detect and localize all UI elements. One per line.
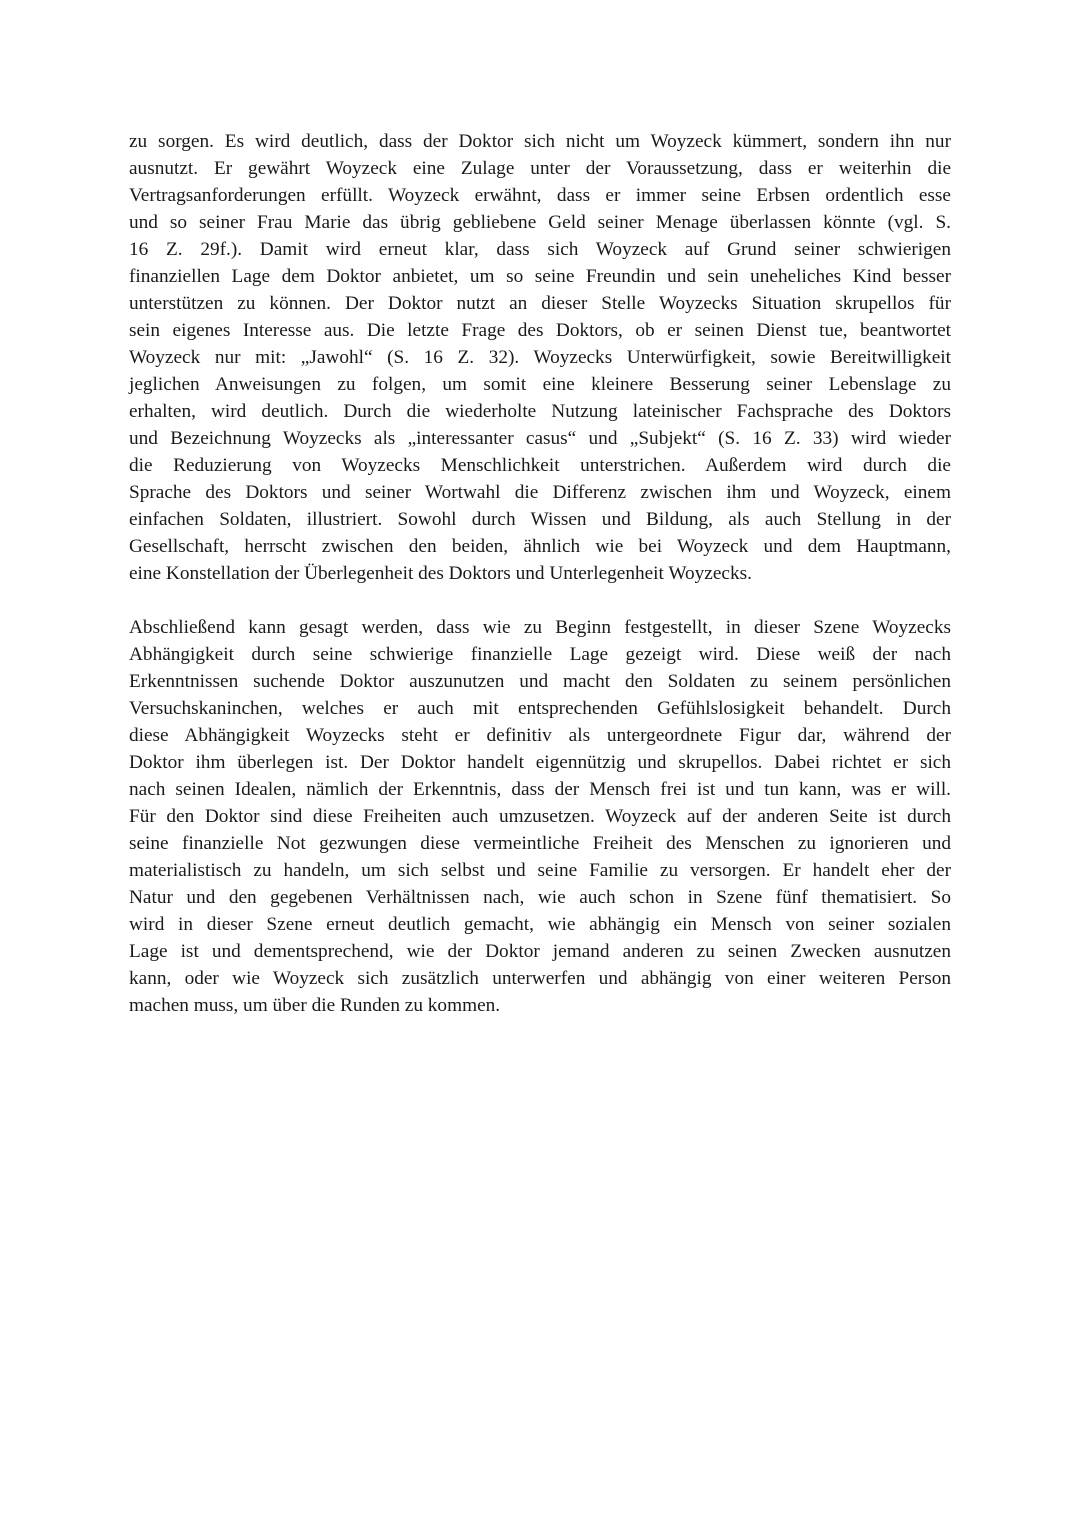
paragraph-line: eine Konstellation der Überlegenheit des Doktors und Unterlegenheit Woyzecks. bbox=[129, 563, 752, 584]
paragraph-line: diese Abhängigkeit Woyzecks steht er definitiv als untergeordnete Figur dar, während der bbox=[129, 725, 951, 746]
paragraph-line: unterstützen zu können. Der Doktor nutzt an dieser Stelle Woyzecks Situation skrupellos für bbox=[129, 293, 951, 314]
paragraph-line: Erkenntnissen suchende Doktor auszunutzen und macht den Soldaten zu seinem persönlichen bbox=[129, 671, 951, 692]
paragraph-line: seine finanzielle Not gezwungen diese vermeintliche Freiheit des Menschen zu ignorieren und bbox=[129, 833, 951, 854]
paragraph-line: ausnutzt. Er gewährt Woyzeck eine Zulage unter der Voraussetzung, dass er weiterhin die bbox=[129, 158, 951, 179]
paragraph-line: Versuchskaninchen, welches er auch mit entsprechenden Gefühlslosigkeit behandelt. Durch bbox=[129, 698, 951, 719]
paragraph-line: 16 Z. 29f.). Damit wird erneut klar, dass sich Woyzeck auf Grund seiner schwierigen bbox=[129, 239, 951, 260]
paragraph-line: Doktor ihm überlegen ist. Der Doktor handelt eigennützig und skrupellos. Dabei richtet er sich bbox=[129, 752, 951, 773]
paragraph-line: kann, oder wie Woyzeck sich zusätzlich unterwerfen und abhängig von einer weiteren Person bbox=[129, 968, 951, 989]
paragraph-line: machen muss, um über die Runden zu kommen. bbox=[129, 995, 501, 1016]
paragraph-1 bbox=[129, 128, 951, 587]
paragraph-line: die Reduzierung von Woyzecks Menschlichkeit unterstrichen. Außerdem wird durch die bbox=[129, 455, 951, 476]
paragraph-line: Abhängigkeit durch seine schwierige finanzielle Lage gezeigt wird. Diese weiß der nach bbox=[129, 644, 951, 665]
paragraph-line: erhalten, wird deutlich. Durch die wiederholte Nutzung lateinischer Fachsprache des Doktors bbox=[129, 401, 951, 422]
paragraph-line: finanziellen Lage dem Doktor anbietet, um so seine Freundin und sein uneheliches Kind besser bbox=[129, 266, 951, 287]
paragraph-2 bbox=[129, 614, 951, 1019]
paragraph-line: Abschließend kann gesagt werden, dass wie zu Beginn festgestellt, in dieser Szene Woyzecks bbox=[129, 617, 951, 638]
paragraph-line: und Bezeichnung Woyzecks als „interessanter casus“ und „Subjekt“ (S. 16 Z. 33) wird wieder bbox=[129, 428, 951, 449]
paragraph-line: nach seinen Idealen, nämlich der Erkenntnis, dass der Mensch frei ist und tun kann, was er will. bbox=[129, 779, 951, 800]
paragraph-line: Natur und den gegebenen Verhältnissen nach, wie auch schon in Szene fünf thematisiert. So bbox=[129, 887, 951, 908]
paragraph-line: Für den Doktor sind diese Freiheiten auch umzusetzen. Woyzeck auf der anderen Seite ist durch bbox=[129, 806, 951, 827]
paragraph-line: materialistisch zu handeln, um sich selbst und seine Familie zu versorgen. Er handelt eher der bbox=[129, 860, 951, 881]
paragraph-line: zu sorgen. Es wird deutlich, dass der Doktor sich nicht um Woyzeck kümmert, sondern ihn nur bbox=[129, 131, 951, 152]
paragraph-line: sein eigenes Interesse aus. Die letzte Frage des Doktors, ob er seinen Dienst tue, beantwortet bbox=[129, 320, 951, 341]
paragraph-line: wird in dieser Szene erneut deutlich gemacht, wie abhängig ein Mensch von seiner sozialen bbox=[129, 914, 951, 935]
paragraph-line: einfachen Soldaten, illustriert. Sowohl durch Wissen und Bildung, als auch Stellung in der bbox=[129, 509, 951, 530]
paragraph-line: Woyzeck nur mit: „Jawohl“ (S. 16 Z. 32). Woyzecks Unterwürfigkeit, sowie Bereitwilligkeit bbox=[129, 347, 951, 368]
paragraph-line: und so seiner Frau Marie das übrig gebliebene Geld seiner Menage überlassen könnte (vgl. S. bbox=[129, 212, 951, 233]
paragraph-line: Gesellschaft, herrscht zwischen den beiden, ähnlich wie bei Woyzeck und dem Hauptmann, bbox=[129, 536, 951, 557]
paragraph-line: Vertragsanforderungen erfüllt. Woyzeck erwähnt, dass er immer seine Erbsen ordentlich esse bbox=[129, 185, 951, 206]
paragraph-line: Lage ist und dementsprechend, wie der Doktor jemand anderen zu seinen Zwecken ausnutzen bbox=[129, 941, 951, 962]
paragraph-line: Sprache des Doktors und seiner Wortwahl die Differenz zwischen ihm und Woyzeck, einem bbox=[129, 482, 951, 503]
paragraph-line: jeglichen Anweisungen zu folgen, um somit eine kleinere Besserung seiner Lebenslage zu bbox=[129, 374, 951, 395]
